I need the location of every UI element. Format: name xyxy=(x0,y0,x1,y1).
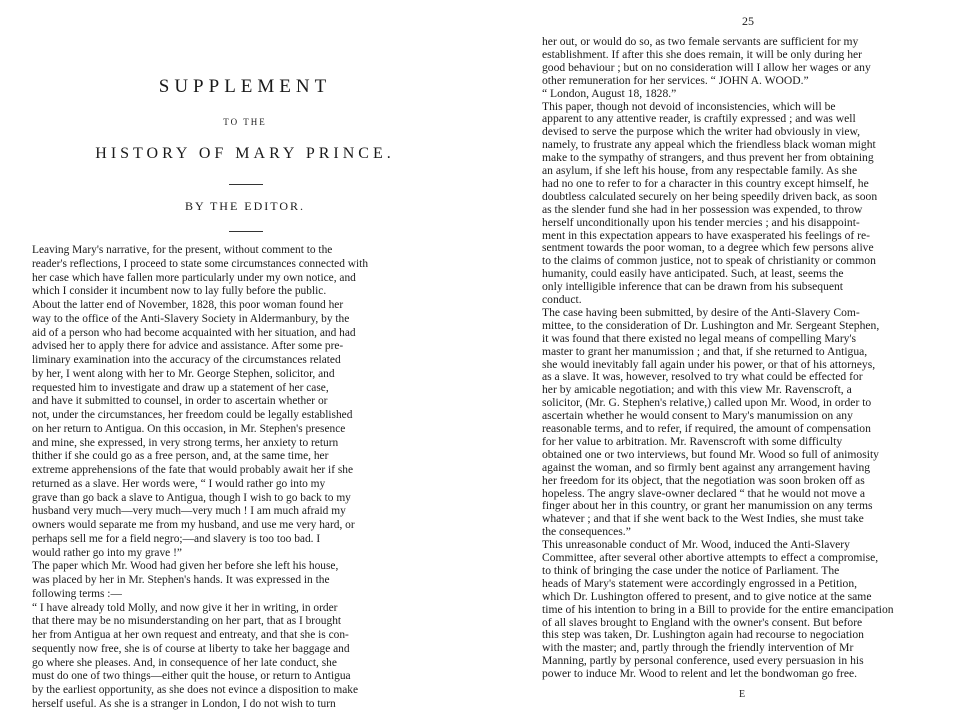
text-line: whatever ; and that if she went back to the West Indies, she must take xyxy=(542,512,864,526)
text-line: against the woman, and so firmly bent against any arrangement having xyxy=(542,460,871,474)
text-line: Committee, after several other abortive attempts to effect a compromise, xyxy=(542,551,879,564)
text-line: to the claims of common justice, not to speak of christianity or common xyxy=(542,254,876,268)
text-line: would rather go into my grave !” xyxy=(32,546,182,559)
text-line: About the latter end of November, 1828, this poor woman found her xyxy=(32,299,344,311)
text-line: This paper, though not devoid of inconsistencies, which will be xyxy=(542,99,836,113)
text-line: with the master; and, partly through the friendly intervention of Mr xyxy=(542,641,854,655)
text-line: other remuneration for her services. “ JOHN A. WOOD.” xyxy=(542,73,809,87)
text-line: perhaps sell me for a field negro;—and slavery is too too bad. I xyxy=(32,532,321,545)
text-line: of all slaves brought to England with the owner's consent. But before xyxy=(542,615,863,629)
text-line: The paper which Mr. Wood had given her before she left his house, xyxy=(32,560,339,573)
text-line: extreme apprehensions of the fate that would probably await her if she xyxy=(32,464,354,476)
text-line: as a slave. It was, however, resolved to try what could be effected for xyxy=(542,370,863,384)
text-line: way to the office of the Anti-Slavery Society in Aldermanbury, by the xyxy=(32,312,350,325)
text-line: as the slender fund she had in her possession was expended, to throw xyxy=(542,202,863,216)
text-line: her by amicable negotiation; and with this view Mr. Ravenscroft, a xyxy=(542,383,852,397)
text-line: not, under the circumstances, her freedom could be legally established xyxy=(32,409,353,421)
byline: BY THE EDITOR. xyxy=(184,199,306,213)
text-line: returned as a slave. Her words were, “ I would rather go into my xyxy=(32,477,326,490)
text-line: her from Antigua at her own request and entreaty, and that she is con- xyxy=(32,629,349,641)
text-line: on her return to Antigua. On this occasion, in Mr. Stephen's presence xyxy=(32,422,346,435)
text-line: power to induce Mr. Wood to relent and let the bondwoman go free. xyxy=(542,667,858,681)
text-line: by her, I went along with her to Mr. George Stephen, solicitor, and xyxy=(32,367,335,380)
text-line: and mine, she expressed, in very strong terms, her anxiety to return xyxy=(32,436,339,449)
text-line: this step was taken, Dr. Lushington again had recourse to negociation xyxy=(542,628,864,642)
text-line: namely, to frustrate any appeal which the friendless black woman might xyxy=(542,138,876,152)
text-line: sentment towards the poor woman, to a degree which few persons alive xyxy=(542,241,874,255)
text-line: it was found that there existed no legal means of compelling Mary's xyxy=(542,331,857,345)
text-line: Manning, partly by personal conference, used every persuasion in his xyxy=(542,654,864,668)
text-line: the consequences.” xyxy=(542,525,631,539)
subtitle-history: HISTORY OF MARY PRINCE. xyxy=(95,145,395,162)
text-line: following terms :— xyxy=(32,587,122,600)
text-line: solicitor, (Mr. G. Stephen's relative,) called upon Mr. Wood, in order to xyxy=(542,396,872,410)
text-line: sequently now free, she is of course at liberty to take her baggage and xyxy=(32,642,350,655)
text-line: time of his intention to bring in a Bill to provide for the entire emancipation xyxy=(542,602,894,616)
text-line: humanity, could easily have anticipated. Such, at least, seems the xyxy=(542,267,844,281)
text-line: which I consider it incumbent now to lay fully before the public. xyxy=(32,285,327,298)
text-line: advised her to apply there for advice and assistance. After some pre- xyxy=(32,340,344,353)
divider-rule xyxy=(229,184,263,185)
divider-rule xyxy=(229,231,263,232)
signature-mark: E xyxy=(739,689,746,700)
text-line: her case which have fallen more particularly under my own notice, and xyxy=(32,271,356,284)
text-line: finger about her in this country, or grant her manumission on any terms xyxy=(542,499,873,513)
text-line: must do one of two things—either quit the house, or return to Antigua xyxy=(32,670,351,683)
text-line: aid of a person who had become acquainted with her situation, and had xyxy=(32,326,356,339)
text-line: herself useful. As she is a stranger in London, I do not wish to turn xyxy=(32,697,336,710)
text-line: go where she pleases. And, in consequence of her late conduct, she xyxy=(32,656,337,669)
text-line: ment in this expectation appears to have exasperated his feelings of re- xyxy=(542,228,871,242)
text-line: establishment. If after this she does remain, it will be only during her xyxy=(542,47,863,61)
right-page xyxy=(490,0,980,728)
text-line: had no one to refer to for a character in this country except himself, he xyxy=(542,176,869,190)
text-line: reader's reflections, I proceed to state some circumstances connected with xyxy=(32,257,369,270)
text-line: husband very much—very much—very much ! I am much afraid my xyxy=(32,505,346,518)
text-line: conduct. xyxy=(542,293,582,306)
text-line: for her value to arbitration. Mr. Ravenscroft with some difficulty xyxy=(542,434,843,448)
text-line: and have it submitted to counsel, in order to ascertain whether or xyxy=(32,395,328,408)
text-line: make to the sympathy of strangers, and thus prevent her from obtaining xyxy=(542,151,874,165)
text-line: her freedom for its object, that the negotiation was soon broken off as xyxy=(542,473,865,487)
text-line: only intelligible inference that can be drawn from his subsequent xyxy=(542,280,844,294)
text-line: thither if she could go as a free person, and, at the same time, her xyxy=(32,450,329,463)
text-line: Leaving Mary's narrative, for the present, without comment to the xyxy=(32,244,333,256)
subtitle-to-the: TO THE xyxy=(223,117,267,127)
text-line: obtained one or two interviews, but found Mr. Wood so full of animosity xyxy=(542,447,879,461)
text-line: mittee, to the consideration of Dr. Lushington and Mr. Sergeant Stephen, xyxy=(542,318,880,332)
text-line: liminary examination into the accuracy of the circumstances related xyxy=(32,354,341,366)
text-line: This unreasonable conduct of Mr. Wood, induced the Anti-Slavery xyxy=(542,538,850,552)
text-line: doubtless calculated securely on her being speedily driven back, as soon xyxy=(542,189,878,203)
text-line: apparent to any attentive reader, is craftily expressed ; and was well xyxy=(542,112,856,126)
text-line: an asylum, if she left his house, from any respectable family. As she xyxy=(542,164,858,177)
text-line: owners would separate me from my husband, and use me very hard, or xyxy=(32,519,355,531)
text-line: which Dr. Lushington offered to present, and to give notice at the same xyxy=(542,589,872,603)
text-line: master to grant her manumission ; and that, if she returned to Antigua, xyxy=(542,344,868,358)
text-line: grave than go back a slave to Antigua, though I wish to go back to my xyxy=(32,491,351,504)
text-line: good behaviour ; but on no consideration will I allow her wages or any xyxy=(542,60,871,74)
text-line: reasonable terms, and to refer, if required, the amount of compensation xyxy=(542,422,871,435)
text-line: that there may be no misunderstanding on her part, that as I brought xyxy=(32,615,342,628)
text-line: “ London, August 18, 1828.” xyxy=(542,86,677,100)
text-line: by the earliest opportunity, as she does not evince a disposition to make xyxy=(32,684,359,696)
text-line: ascertain whether he would consent to Mary's manumission on any xyxy=(542,409,853,423)
text-line: The case having been submitted, by desire of the Anti-Slavery Com- xyxy=(542,305,860,319)
text-line: devised to serve the purpose which the writer had obviously in view, xyxy=(542,125,861,139)
text-line: “ I have already told Molly, and now give it her in writing, in order xyxy=(32,601,338,614)
text-line: requested him to investigate and draw up a statement of her case, xyxy=(32,381,329,394)
text-line: heads of Mary's statement were accordingly engrossed in a Petition, xyxy=(542,576,858,590)
text-line: she would inevitably fall again under his power, or that of his attorneys, xyxy=(542,357,876,371)
text-line: hopeless. The angry slave-owner declared “ that he would not move a xyxy=(542,486,866,500)
text-line: herself unconditionally upon his tender mercies ; and his disappoint- xyxy=(542,215,860,229)
supplement-title: SUPPLEMENT xyxy=(158,76,332,97)
page-number: 25 xyxy=(742,14,754,28)
text-line: her out, or would do so, as two female servants are sufficient for my xyxy=(542,35,859,48)
text-line: was placed by her in Mr. Stephen's hands. It was expressed in the xyxy=(32,574,330,586)
text-line: to think of bringing the case under the notice of Parliament. The xyxy=(542,563,840,577)
